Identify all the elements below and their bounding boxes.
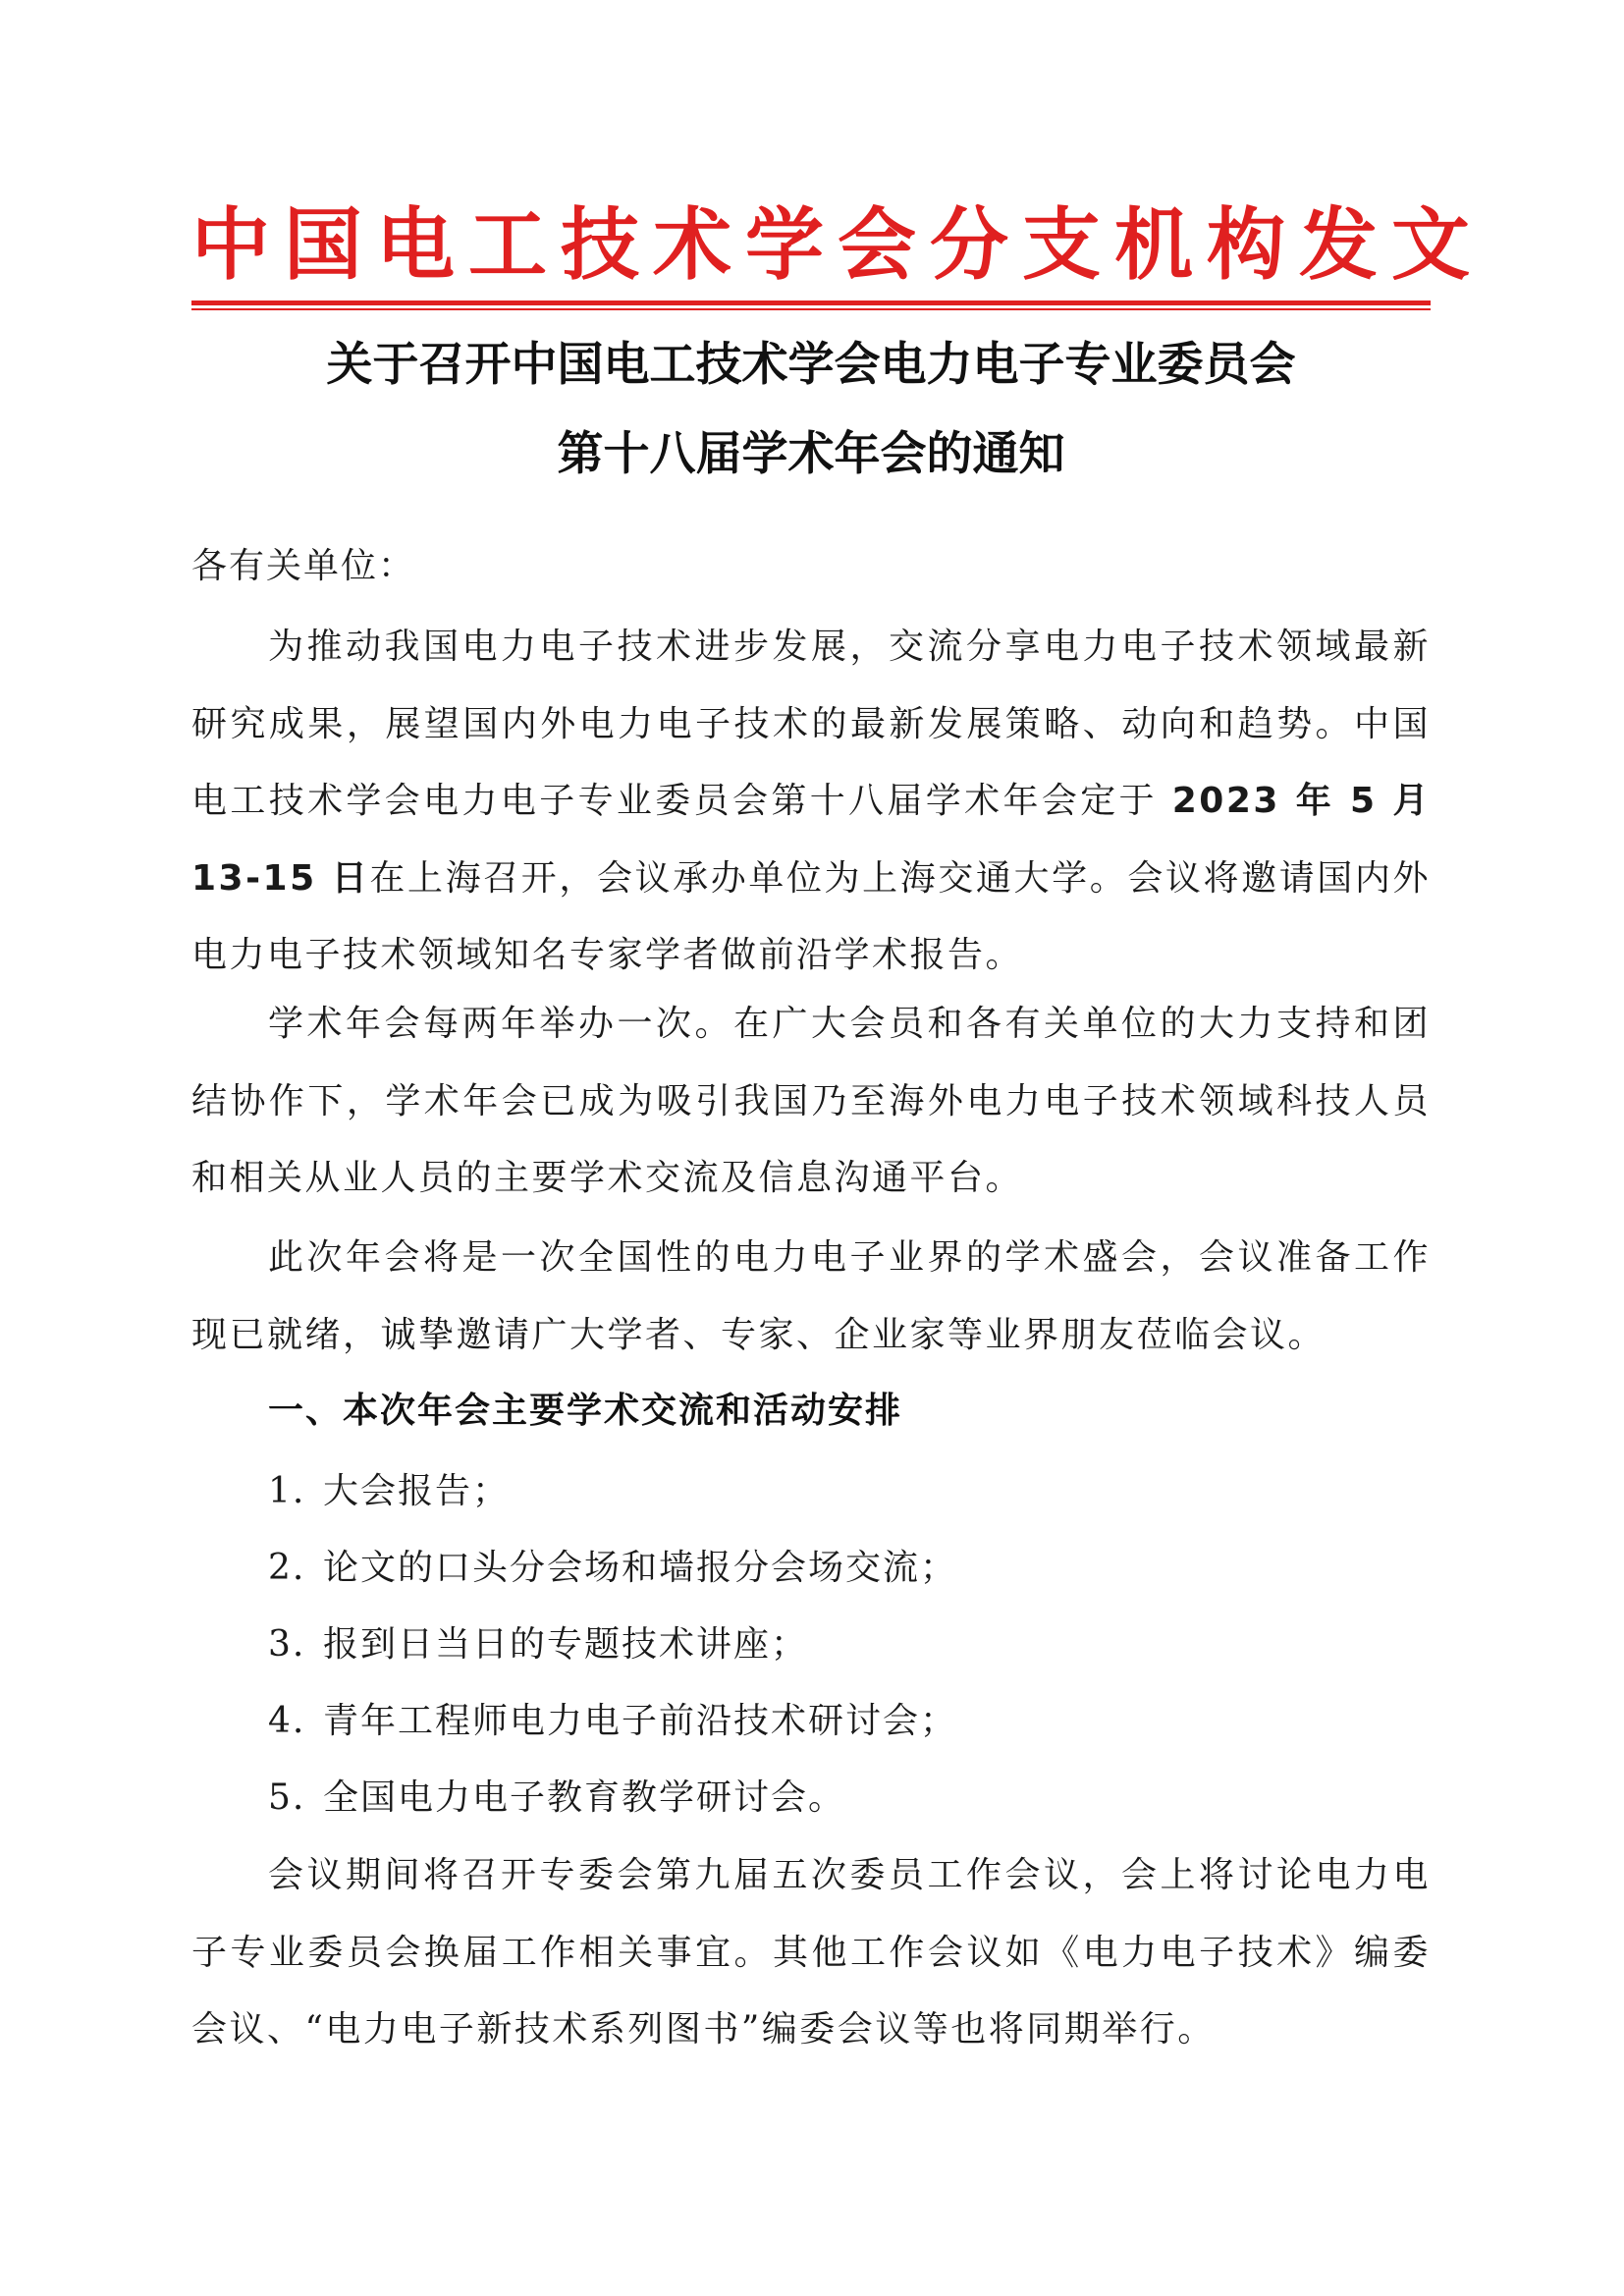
- masthead-rule-thick: [191, 301, 1431, 305]
- list-item: [268, 1683, 957, 1760]
- list-item: [268, 1530, 957, 1607]
- list-item: [268, 1760, 957, 1836]
- list-item-text: 大会报告；: [323, 1471, 511, 1511]
- list-item-text: 论文的口头分会场和墙报分会场交流；: [323, 1548, 958, 1588]
- notice-title-line-2: 第十八届学术年会的通知: [557, 427, 1065, 481]
- list-item-text: 报到日当日的专题技术讲座；: [323, 1624, 809, 1665]
- paragraph-intro: [191, 609, 1431, 995]
- list-item: [268, 1607, 957, 1683]
- list-item-number: 4.: [268, 1701, 306, 1741]
- list-item-number: 3.: [268, 1624, 306, 1665]
- paragraph-intro-text-a: 为推动我国电力电子技术进步发展，交流分享电力电子技术领域最新研究成果，展望国内外电力电子技术的最新发展策略、动向和趋势。中国电工技术学会电力电子专业委员会第十八届学术年会定于: [191, 627, 1431, 821]
- list-item: [268, 1453, 957, 1530]
- paragraph-background: 学术年会每两年举办一次。在广大会员和各有关单位的大力支持和团结协作下，学术年会已成为吸引我国乃至海外电力电子技术领域科技人员和相关从业人员的主要学术交流及信息沟通平台。: [191, 1004, 1431, 1198]
- list-item-number: 2.: [268, 1548, 306, 1588]
- section-heading-activities: 一、本次年会主要学术交流和活动安排: [268, 1391, 903, 1431]
- list-item-text: 全国电力电子教育教学研讨会。: [323, 1777, 846, 1818]
- masthead-title: 中国电工技术学会分支机构发文: [191, 199, 1484, 291]
- paragraph-meetings: 会议期间将召开专委会第九届五次委员工作会议，会上将讨论电力电子专业委员会换届工作相关事宜。其他工作会议如《电力电子技术》编委会议、“电力电子新技术系列图书”编委会议等也将同期举行。: [191, 1855, 1431, 2050]
- list-item-number: 5.: [268, 1777, 306, 1818]
- activities-list: [268, 1453, 957, 1836]
- list-item-text: 青年工程师电力电子前沿技术研讨会；: [323, 1701, 958, 1741]
- notice-title-line-1: 关于召开中国电工技术学会电力电子专业委员会: [326, 338, 1296, 392]
- paragraph-invitation: 此次年会将是一次全国性的电力电子业界的学术盛会，会议准备工作现已就绪，诚挚邀请广大学者、专家、企业家等业界朋友莅临会议。: [191, 1237, 1431, 1355]
- salutation: 各有关单位：: [191, 546, 416, 586]
- paragraph-intro-text-b: 在上海召开，会议承办单位为上海交通大学。会议将邀请国内外电力电子技术领域知名专家学者做前沿学术报告。: [191, 857, 1431, 975]
- meeting-date: 2023 年 5 月 13-15 日: [191, 781, 1431, 899]
- masthead-rule-thin: [191, 308, 1431, 310]
- list-item-number: 1.: [268, 1471, 306, 1511]
